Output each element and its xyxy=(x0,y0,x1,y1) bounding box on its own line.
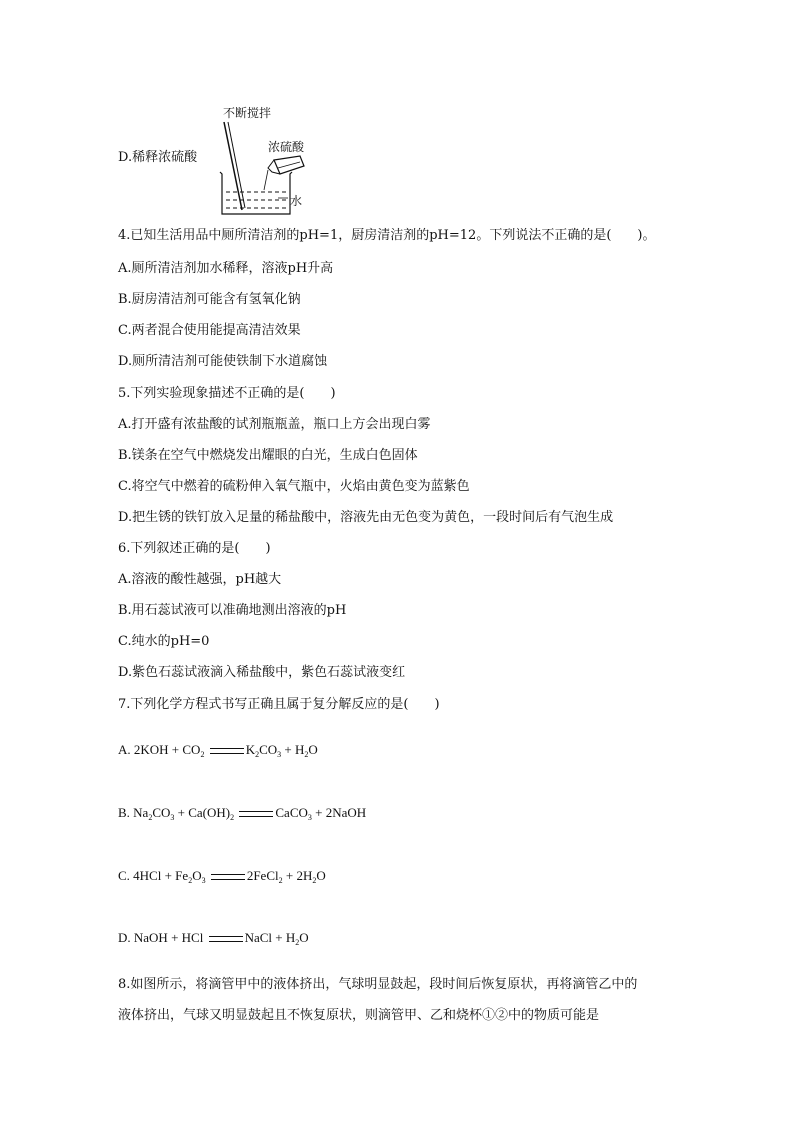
beaker-illustration xyxy=(218,104,318,216)
q4-option-a: A.厕所清洁剂加水稀释，溶液pH升高 xyxy=(118,261,334,276)
q8-line-1: 8.如图所示，将滴管甲中的液体挤出，气球明显鼓起，段时间后恢复原状，再将滴管乙中的 xyxy=(118,977,638,992)
figure-label-water: 水 xyxy=(290,194,303,208)
q6-option-a: A.溶液的酸性越强，pH越大 xyxy=(118,572,282,587)
option-label: A. xyxy=(118,742,131,757)
q4-option-b: B.厨房清洁剂可能含有氢氧化钠 xyxy=(118,292,301,307)
q6-option-d: D.紫色石蕊试液滴入稀盐酸中，紫色石蕊试液变红 xyxy=(118,665,406,680)
option-label: D. xyxy=(118,930,131,945)
q6-option-c: C.纯水的pH=0 xyxy=(118,634,210,649)
q7-stem: 7.下列化学方程式书写正确且属于复分解反应的是( ) xyxy=(118,697,440,712)
q6-stem: 6.下列叙述正确的是( ) xyxy=(118,541,271,556)
q7-option-c: C. $4HCl + Fe_2O_3$ 2FeCl$_2$ + $2H_2O$ xyxy=(118,868,326,885)
q6-option-b: B.用石蕊试液可以准确地测出溶液的pH xyxy=(118,603,347,618)
q8-text-before: 液体挤出，气球又明显鼓起且不恢复原状，则滴管甲、乙和烧杯 xyxy=(118,1008,483,1023)
circled-two: ② xyxy=(495,1008,509,1023)
q5-option-c: C.将空气中燃着的硫粉伸入氧气瓶中，火焰由黄色变为蓝紫色 xyxy=(118,479,470,494)
figure-label-stir: 不断搅拌 xyxy=(223,106,272,120)
q5-option-a: A.打开盛有浓盐酸的试剂瓶瓶盖，瓶口上方会出现白雾 xyxy=(118,417,431,432)
option-label: C. xyxy=(118,868,130,883)
q5-stem: 5.下列实验现象描述不正确的是( ) xyxy=(118,386,336,401)
q4-option-c: C.两者混合使用能提高清洁效果 xyxy=(118,323,301,338)
circled-one: ① xyxy=(482,1008,496,1023)
option-label: B. xyxy=(118,805,130,820)
dilution-figure xyxy=(218,104,318,216)
q4-option-d: D.厕所清洁剂可能使铁制下水道腐蚀 xyxy=(118,354,328,369)
q7-option-a: A. $2KOH + CO_2$ $K_2CO_3 + H_2O$ xyxy=(118,742,318,759)
q5-option-d: D.把生锈的铁钉放入足量的稀盐酸中，溶液先由无色变为黄色，一段时间后有气泡生成 xyxy=(118,510,614,525)
q8-text-after: 中的物质可能是 xyxy=(508,1008,600,1023)
figure-label-acid: 浓硫酸 xyxy=(268,140,305,154)
q5-option-b: B.镁条在空气中燃烧发出耀眼的白光，生成白色固体 xyxy=(118,448,418,463)
q7-option-d: D. NaOH + HCl NaCl + $H_2O$ xyxy=(118,930,309,947)
q4-stem: 4.已知生活用品中厕所清洁剂的pH=1，厨房清洁剂的pH=12。下列说法不正确的是( )。 xyxy=(118,228,656,243)
q3-option-d: D.稀释浓硫酸 xyxy=(118,150,198,165)
q7-option-b: B. $Na_2CO_3 + Ca(OH)_2$ CaCO$_3$ + 2NaOH xyxy=(118,805,367,822)
q8-line-2 xyxy=(118,1008,599,1024)
